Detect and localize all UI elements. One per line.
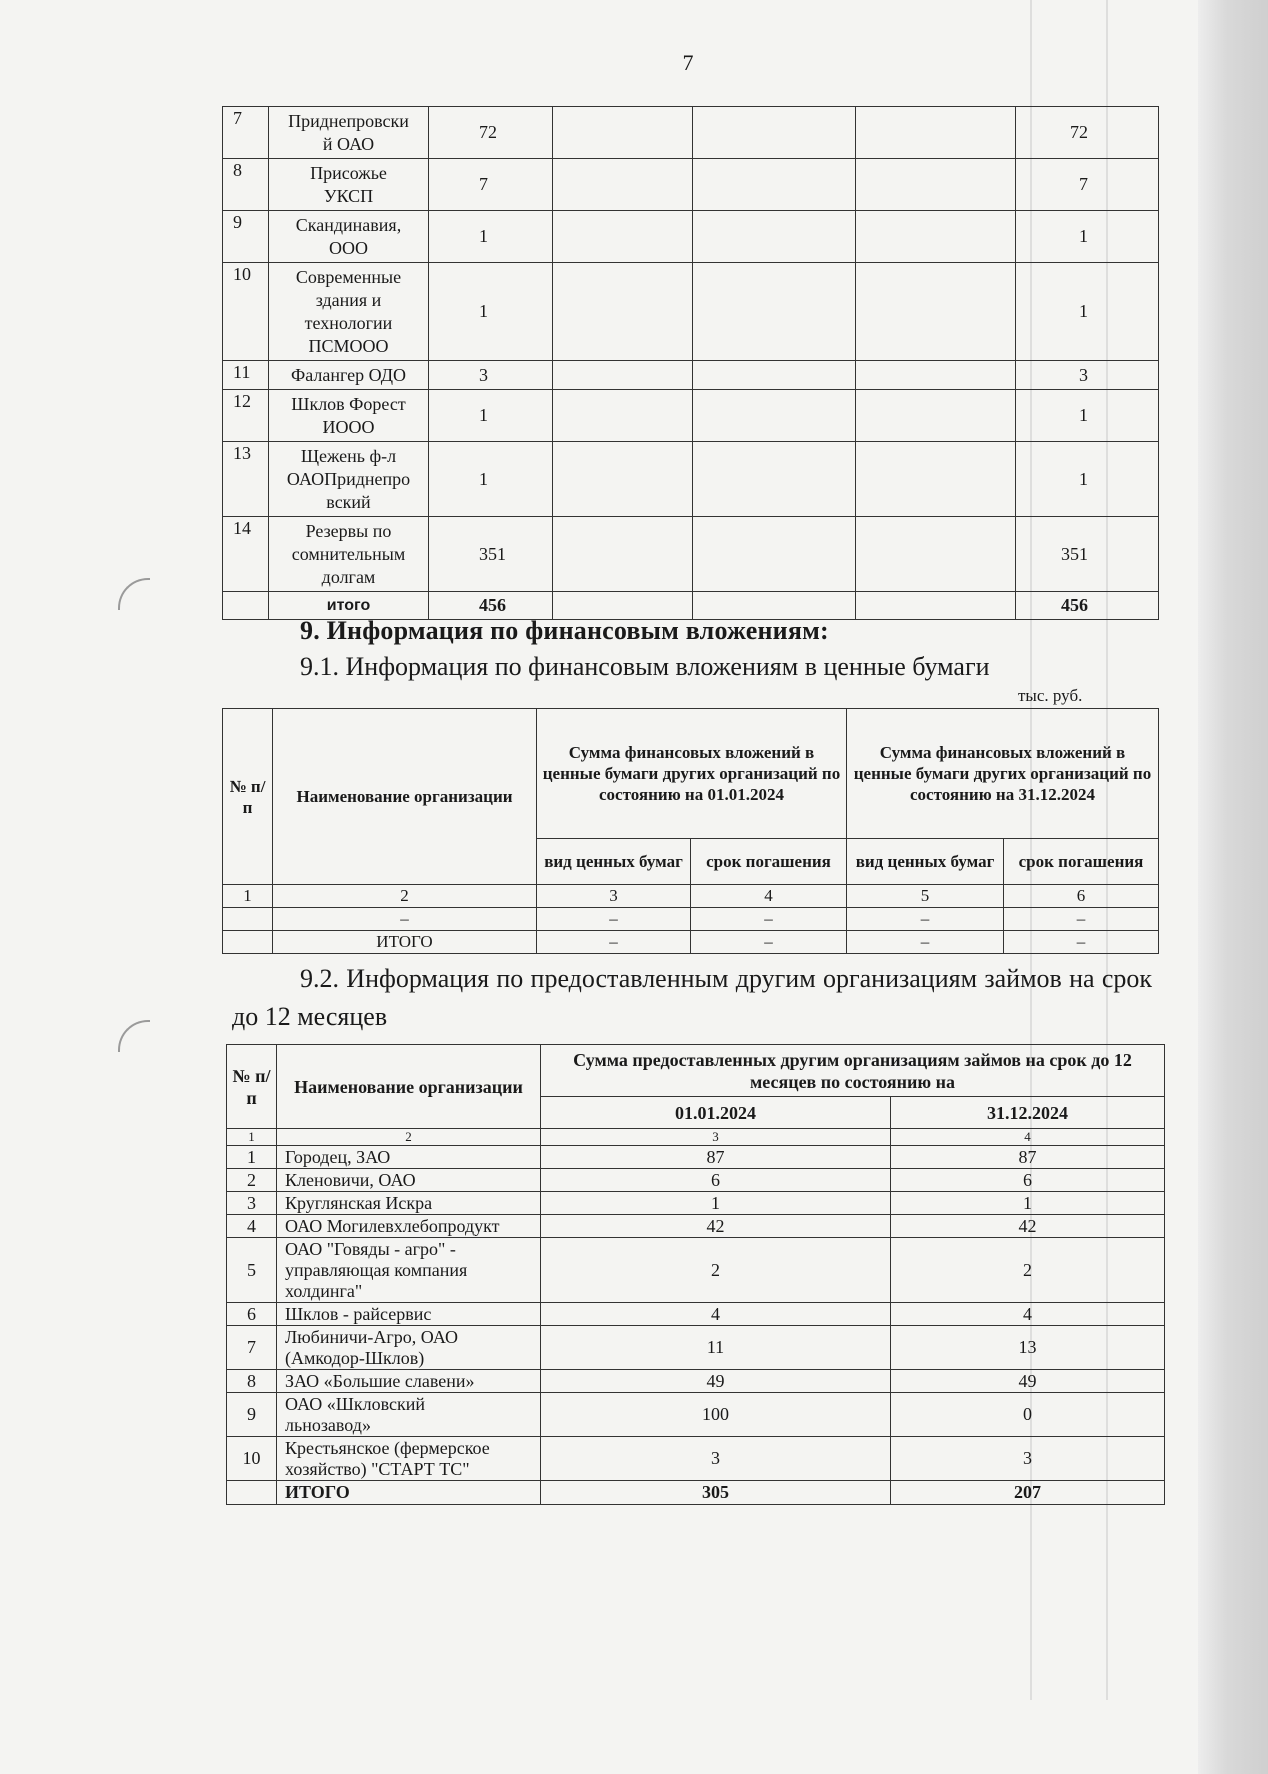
empty-cell	[553, 263, 693, 361]
empty-cell	[856, 361, 1016, 390]
empty-cell	[553, 159, 693, 211]
table-row	[223, 908, 1159, 931]
total-end: 456	[1016, 592, 1159, 620]
cell-line: здания и	[315, 289, 382, 310]
table-row	[227, 1326, 1165, 1370]
scan-edge-shadow	[1198, 0, 1268, 1774]
cell-line: технологии	[304, 312, 393, 333]
empty-cell	[553, 107, 693, 159]
org-name	[277, 1370, 541, 1393]
org-name	[269, 211, 429, 263]
cell-line: управляющая компания	[285, 1259, 468, 1280]
loan-start: 3	[541, 1437, 891, 1481]
row-number: 14	[223, 517, 269, 592]
total-row	[227, 1481, 1165, 1505]
header-num: № п/п	[223, 709, 273, 885]
total-row	[223, 931, 1159, 954]
cell-line: Кленовичи, ОАО	[285, 1169, 416, 1190]
table-row	[223, 263, 1159, 361]
header-end-sum: Сумма финансовых вложений в ценные бумаги других организаций по состоянию на 31.12.2024	[847, 709, 1159, 839]
cell-line: Приднепровски	[288, 110, 409, 131]
row-number: 8	[223, 159, 269, 211]
value-start: 3	[429, 361, 553, 390]
header-name: Наименование организации	[273, 709, 537, 885]
empty-cell	[856, 517, 1016, 592]
row-number: 10	[223, 263, 269, 361]
cell-line: ЗАО «Большие славени»	[285, 1370, 475, 1391]
row-number: 1	[227, 1146, 277, 1169]
org-name	[277, 1238, 541, 1303]
value-start: 351	[429, 517, 553, 592]
cell-line: сомнительным	[291, 543, 406, 564]
cell	[223, 908, 273, 931]
loan-start: 4	[541, 1303, 891, 1326]
empty-cell	[553, 361, 693, 390]
total-end: 207	[891, 1481, 1165, 1505]
units-label: тыс. руб.	[1018, 686, 1083, 705]
cell-line: Фалангер ОДО	[291, 364, 406, 385]
loan-end: 4	[891, 1303, 1165, 1326]
cell: –	[691, 908, 847, 931]
cell-line: Городец, ЗАО	[285, 1146, 391, 1167]
loan-end: 0	[891, 1393, 1165, 1437]
cell-line: Современные	[295, 266, 402, 287]
row-number: 4	[227, 1215, 277, 1238]
empty-cell	[223, 592, 269, 620]
empty-cell	[693, 517, 856, 592]
index-cell: 2	[277, 1129, 541, 1146]
index-row	[223, 885, 1159, 908]
cell-line: холдинга"	[285, 1280, 363, 1301]
empty-cell	[693, 211, 856, 263]
header-start-date: 01.01.2024	[541, 1097, 891, 1129]
loan-end: 3	[891, 1437, 1165, 1481]
loan-start: 87	[541, 1146, 891, 1169]
cell: –	[1004, 931, 1159, 954]
org-name	[269, 442, 429, 517]
loan-end: 87	[891, 1146, 1165, 1169]
empty-cell	[693, 390, 856, 442]
row-number: 6	[227, 1303, 277, 1326]
empty-cell	[856, 390, 1016, 442]
securities-table	[222, 708, 1159, 954]
cell: –	[847, 931, 1004, 954]
row-number: 8	[227, 1370, 277, 1393]
header-type-start: вид ценных бумаг	[537, 839, 691, 885]
empty-cell	[693, 159, 856, 211]
cell-line: Любиничи-Агро, ОАО	[285, 1326, 458, 1347]
value-end: 1	[1016, 263, 1159, 361]
cell-line: Присожье	[310, 162, 387, 183]
empty-cell	[856, 263, 1016, 361]
loan-end: 49	[891, 1370, 1165, 1393]
loan-start: 6	[541, 1169, 891, 1192]
cell-line: ОАО Могилевхлебопродукт	[285, 1215, 500, 1236]
org-name	[269, 517, 429, 592]
cell: –	[691, 931, 847, 954]
value-start: 1	[429, 442, 553, 517]
value-start: 1	[429, 211, 553, 263]
value-end: 1	[1016, 442, 1159, 517]
total-start: 456	[429, 592, 553, 620]
org-name	[269, 159, 429, 211]
empty-cell	[693, 107, 856, 159]
index-cell: 5	[847, 885, 1004, 908]
loans-table	[226, 1044, 1165, 1505]
cell-line: льнозавод»	[285, 1414, 371, 1435]
value-end: 7	[1016, 159, 1159, 211]
empty-cell	[553, 442, 693, 517]
row-number: 13	[223, 442, 269, 517]
index-cell: 6	[1004, 885, 1159, 908]
index-row	[227, 1129, 1165, 1146]
value-start: 1	[429, 263, 553, 361]
org-name	[277, 1215, 541, 1238]
org-name	[277, 1192, 541, 1215]
header-start-sum: Сумма финансовых вложений в ценные бумаги других организаций по состоянию на 01.01.2024	[537, 709, 847, 839]
loan-start: 100	[541, 1393, 891, 1437]
header-end-date: 31.12.2024	[891, 1097, 1165, 1129]
empty-cell	[553, 211, 693, 263]
cell-line: Скандинавия,	[295, 214, 402, 235]
table-row	[227, 1192, 1165, 1215]
table-row	[227, 1370, 1165, 1393]
total-start: 305	[541, 1481, 891, 1505]
table-row	[227, 1215, 1165, 1238]
table-row	[227, 1238, 1165, 1303]
org-name	[277, 1146, 541, 1169]
header-type-end: вид ценных бумаг	[847, 839, 1004, 885]
loan-end: 1	[891, 1192, 1165, 1215]
row-number: 9	[223, 211, 269, 263]
empty-cell	[856, 107, 1016, 159]
cell-line: Шклов Форест	[291, 393, 406, 414]
empty-cell	[553, 517, 693, 592]
total-label: итого	[269, 592, 429, 620]
cell: –	[1004, 908, 1159, 931]
cell	[223, 931, 273, 954]
value-end: 3	[1016, 361, 1159, 390]
loan-end: 2	[891, 1238, 1165, 1303]
loan-start: 1	[541, 1192, 891, 1215]
cell: –	[537, 908, 691, 931]
table-row	[223, 442, 1159, 517]
org-name	[277, 1437, 541, 1481]
cell-line: Щежень ф-л	[300, 445, 397, 466]
org-name	[269, 390, 429, 442]
page-number: 7	[682, 50, 694, 75]
index-cell: 1	[223, 885, 273, 908]
empty-cell	[856, 592, 1016, 620]
index-cell: 3	[541, 1129, 891, 1146]
section-9-title: 9. Информация по финансовым вложениям:	[300, 616, 829, 645]
empty-cell	[693, 361, 856, 390]
loan-start: 49	[541, 1370, 891, 1393]
cell-line: ПСМООО	[308, 335, 389, 356]
header-term-start: срок погашения	[691, 839, 847, 885]
punch-hole-mark	[118, 1020, 150, 1052]
receivables-table	[222, 106, 1159, 620]
org-name	[269, 263, 429, 361]
index-cell: 3	[537, 885, 691, 908]
row-number: 12	[223, 390, 269, 442]
cell-line: ИООО	[322, 416, 375, 437]
table-row	[227, 1303, 1165, 1326]
table-row	[227, 1169, 1165, 1192]
cell-line: долгам	[321, 566, 376, 587]
row-number: 10	[227, 1437, 277, 1481]
row-number: 7	[223, 107, 269, 159]
punch-hole-mark	[118, 578, 150, 610]
org-name	[269, 107, 429, 159]
row-number: 9	[227, 1393, 277, 1437]
row-number: 7	[227, 1326, 277, 1370]
cell: –	[273, 908, 537, 931]
header-term-end: срок погашения	[1004, 839, 1159, 885]
cell: –	[847, 908, 1004, 931]
cell-line: Круглянская Искра	[285, 1192, 433, 1213]
value-start: 72	[429, 107, 553, 159]
value-end: 1	[1016, 211, 1159, 263]
org-name	[269, 361, 429, 390]
org-name	[277, 1303, 541, 1326]
empty-cell	[856, 159, 1016, 211]
header-name: Наименование организации	[277, 1045, 541, 1129]
empty-cell	[227, 1481, 277, 1505]
index-cell: 4	[691, 885, 847, 908]
section-9-1-title: 9.1. Информация по финансовым вложениям в ценные бумаги	[300, 652, 990, 681]
cell-line: хозяйство) "СТАРТ ТС"	[285, 1458, 470, 1479]
value-start: 1	[429, 390, 553, 442]
value-end: 351	[1016, 517, 1159, 592]
total-label: ИТОГО	[273, 931, 537, 954]
cell-line: ООО	[329, 237, 368, 258]
cell-line: Шклов - райсервис	[285, 1303, 432, 1324]
table-row	[223, 517, 1159, 592]
cell-line: ОАОПриднепро	[286, 468, 411, 489]
table-row	[223, 361, 1159, 390]
loan-start: 11	[541, 1326, 891, 1370]
cell-line: Резервы по	[305, 520, 392, 541]
cell-line: Крестьянское (фермерское	[285, 1437, 490, 1458]
value-start: 7	[429, 159, 553, 211]
cell-line: вский	[326, 491, 371, 512]
row-number: 3	[227, 1192, 277, 1215]
index-cell: 2	[273, 885, 537, 908]
table-row	[227, 1393, 1165, 1437]
table-row	[223, 159, 1159, 211]
empty-cell	[693, 263, 856, 361]
value-end: 1	[1016, 390, 1159, 442]
index-cell: 1	[227, 1129, 277, 1146]
cell-line: ОАО "Говяды - агро" -	[285, 1238, 456, 1259]
loan-end: 42	[891, 1215, 1165, 1238]
row-number: 5	[227, 1238, 277, 1303]
empty-cell	[856, 211, 1016, 263]
empty-cell	[693, 442, 856, 517]
org-name	[277, 1169, 541, 1192]
loan-end: 6	[891, 1169, 1165, 1192]
cell: –	[537, 931, 691, 954]
header-sum: Сумма предоставленных другим организациям займов на срок до 12 месяцев по состоянию на	[541, 1045, 1165, 1097]
row-number: 2	[227, 1169, 277, 1192]
cell-line: (Амкодор-Шклов)	[285, 1347, 425, 1368]
loan-end: 13	[891, 1326, 1165, 1370]
index-cell: 4	[891, 1129, 1165, 1146]
cell-line: ОАО «Шкловский	[285, 1393, 425, 1414]
table-row	[227, 1437, 1165, 1481]
total-label: ИТОГО	[277, 1481, 541, 1505]
header-num: № п/п	[227, 1045, 277, 1129]
cell-line: й ОАО	[322, 133, 375, 154]
table-row	[223, 107, 1159, 159]
value-end: 72	[1016, 107, 1159, 159]
cell-line: УКСП	[323, 185, 374, 206]
table-row	[223, 211, 1159, 263]
section-9-2-title: 9.2. Информация по предоставленным другим организациям займов на срок до 12 месяцев	[232, 964, 1152, 1031]
table-row	[227, 1146, 1165, 1169]
row-number: 11	[223, 361, 269, 390]
table-row	[223, 390, 1159, 442]
empty-cell	[856, 442, 1016, 517]
org-name	[277, 1393, 541, 1437]
empty-cell	[553, 390, 693, 442]
org-name	[277, 1326, 541, 1370]
loan-start: 2	[541, 1238, 891, 1303]
loan-start: 42	[541, 1215, 891, 1238]
